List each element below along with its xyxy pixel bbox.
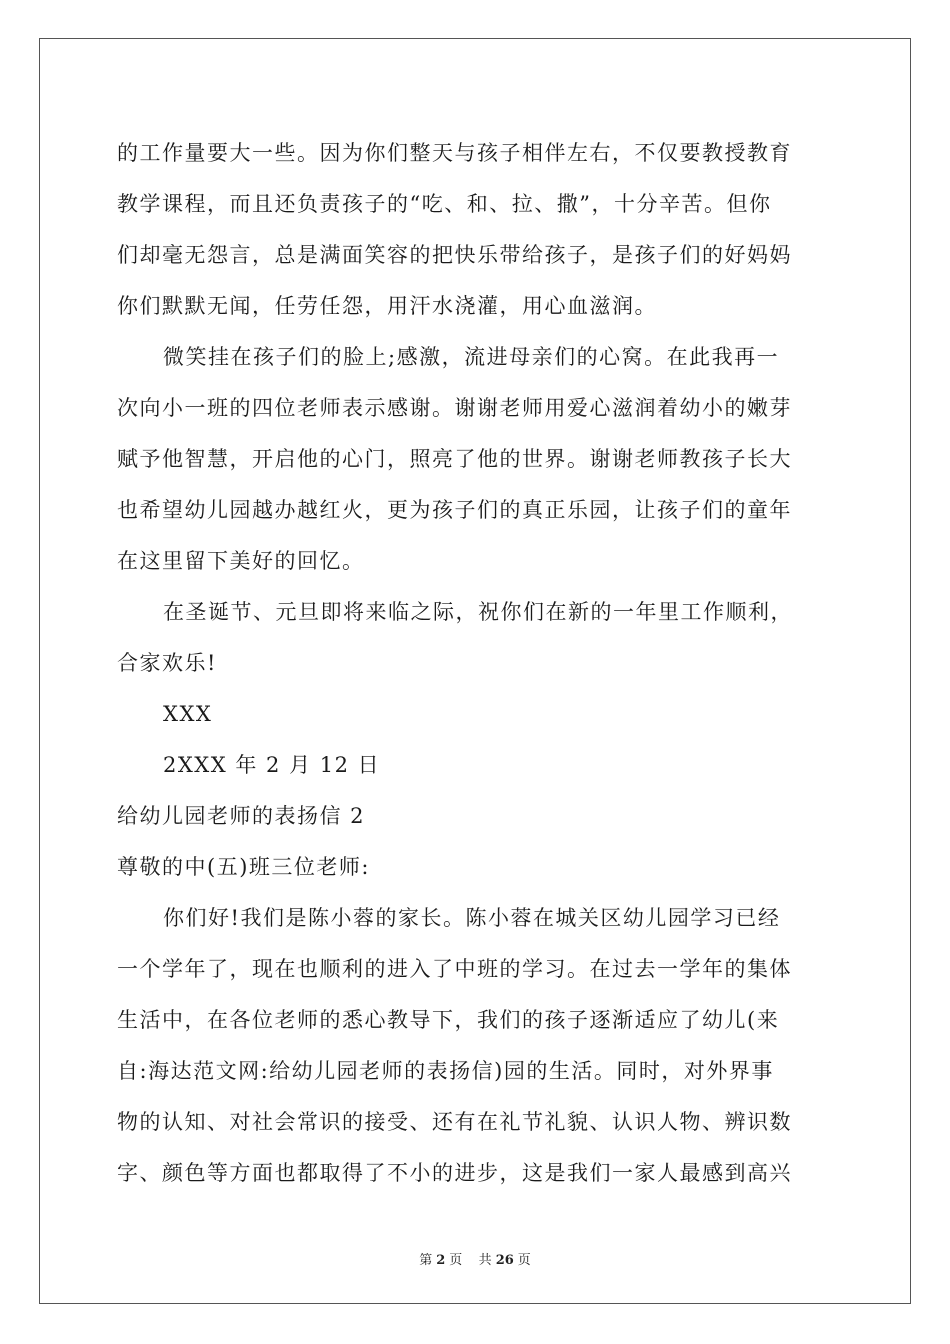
text-line-5: 微笑挂在孩子们的脸上;感激，流进母亲们的心窝。在此我再一	[163, 345, 780, 369]
text-line-17: 一个学年了，现在也顺利的进入了中班的学习。在过去一学年的集体	[117, 957, 792, 981]
text-line-18: 生活中，在各位老师的悉心教导下，我们的孩子逐渐适应了幼儿(来	[117, 1008, 780, 1032]
total-pages-number: 26	[495, 1253, 514, 1268]
footer-total-unit: 页	[517, 1253, 531, 1268]
current-page-number: 2	[436, 1253, 446, 1268]
text-line-16: 你们好!我们是陈小蓉的家长。陈小蓉在城关区幼儿园学习已经	[163, 906, 781, 930]
text-line-21: 字、颜色等方面也都取得了不小的进步，这是我们一家人最感到高兴	[117, 1161, 792, 1185]
text-line-20: 物的认知、对社会常识的接受、还有在礼节礼貌、认识人物、辨识数	[117, 1110, 792, 1134]
text-line-3: 们却毫无怨言，总是满面笑容的把快乐带给孩子，是孩子们的好妈妈	[117, 243, 792, 267]
text-line-4: 你们默默无闻，任劳任怨，用汗水浇灌，用心血滋润。	[117, 294, 657, 318]
text-line-1: 的工作量要大一些。因为你们整天与孩子相伴左右，不仅要教授教育	[117, 141, 792, 165]
page-footer	[0, 1249, 950, 1268]
text-line-11: 合家欢乐!	[117, 651, 217, 675]
document-body	[117, 128, 833, 1199]
text-line-9: 在这里留下美好的回忆。	[117, 549, 365, 573]
text-line-19: 自:海达范文网:给幼儿园老师的表扬信)园的生活。同时，对外界事	[117, 1059, 774, 1083]
footer-prefix: 第	[419, 1253, 433, 1268]
text-line-6: 次向小一班的四位老师表示感谢。谢谢老师用爱心滋润着幼小的嫩芽	[117, 396, 792, 420]
footer-page-unit: 页	[449, 1253, 463, 1268]
text-line-2: 教学课程，而且还负责孩子的“吃、和、拉、撒”，十分辛苦。但你	[117, 192, 772, 216]
footer-total-prefix: 共	[478, 1253, 492, 1268]
letter-salutation: 尊敬的中(五)班三位老师:	[117, 855, 370, 879]
letter-title: 给幼儿园老师的表扬信 2	[117, 804, 366, 828]
text-line-10: 在圣诞节、元旦即将来临之际，祝你们在新的一年里工作顺利，	[163, 600, 793, 624]
signature-date: 2XXX 年 2 月 12 日	[163, 753, 381, 777]
signature-name: XXX	[163, 702, 213, 726]
text-line-8: 也希望幼儿园越办越红火，更为孩子们的真正乐园，让孩子们的童年	[117, 498, 792, 522]
text-line-7: 赋予他智慧，开启他的心门，照亮了他的世界。谢谢老师教孩子长大	[117, 447, 792, 471]
